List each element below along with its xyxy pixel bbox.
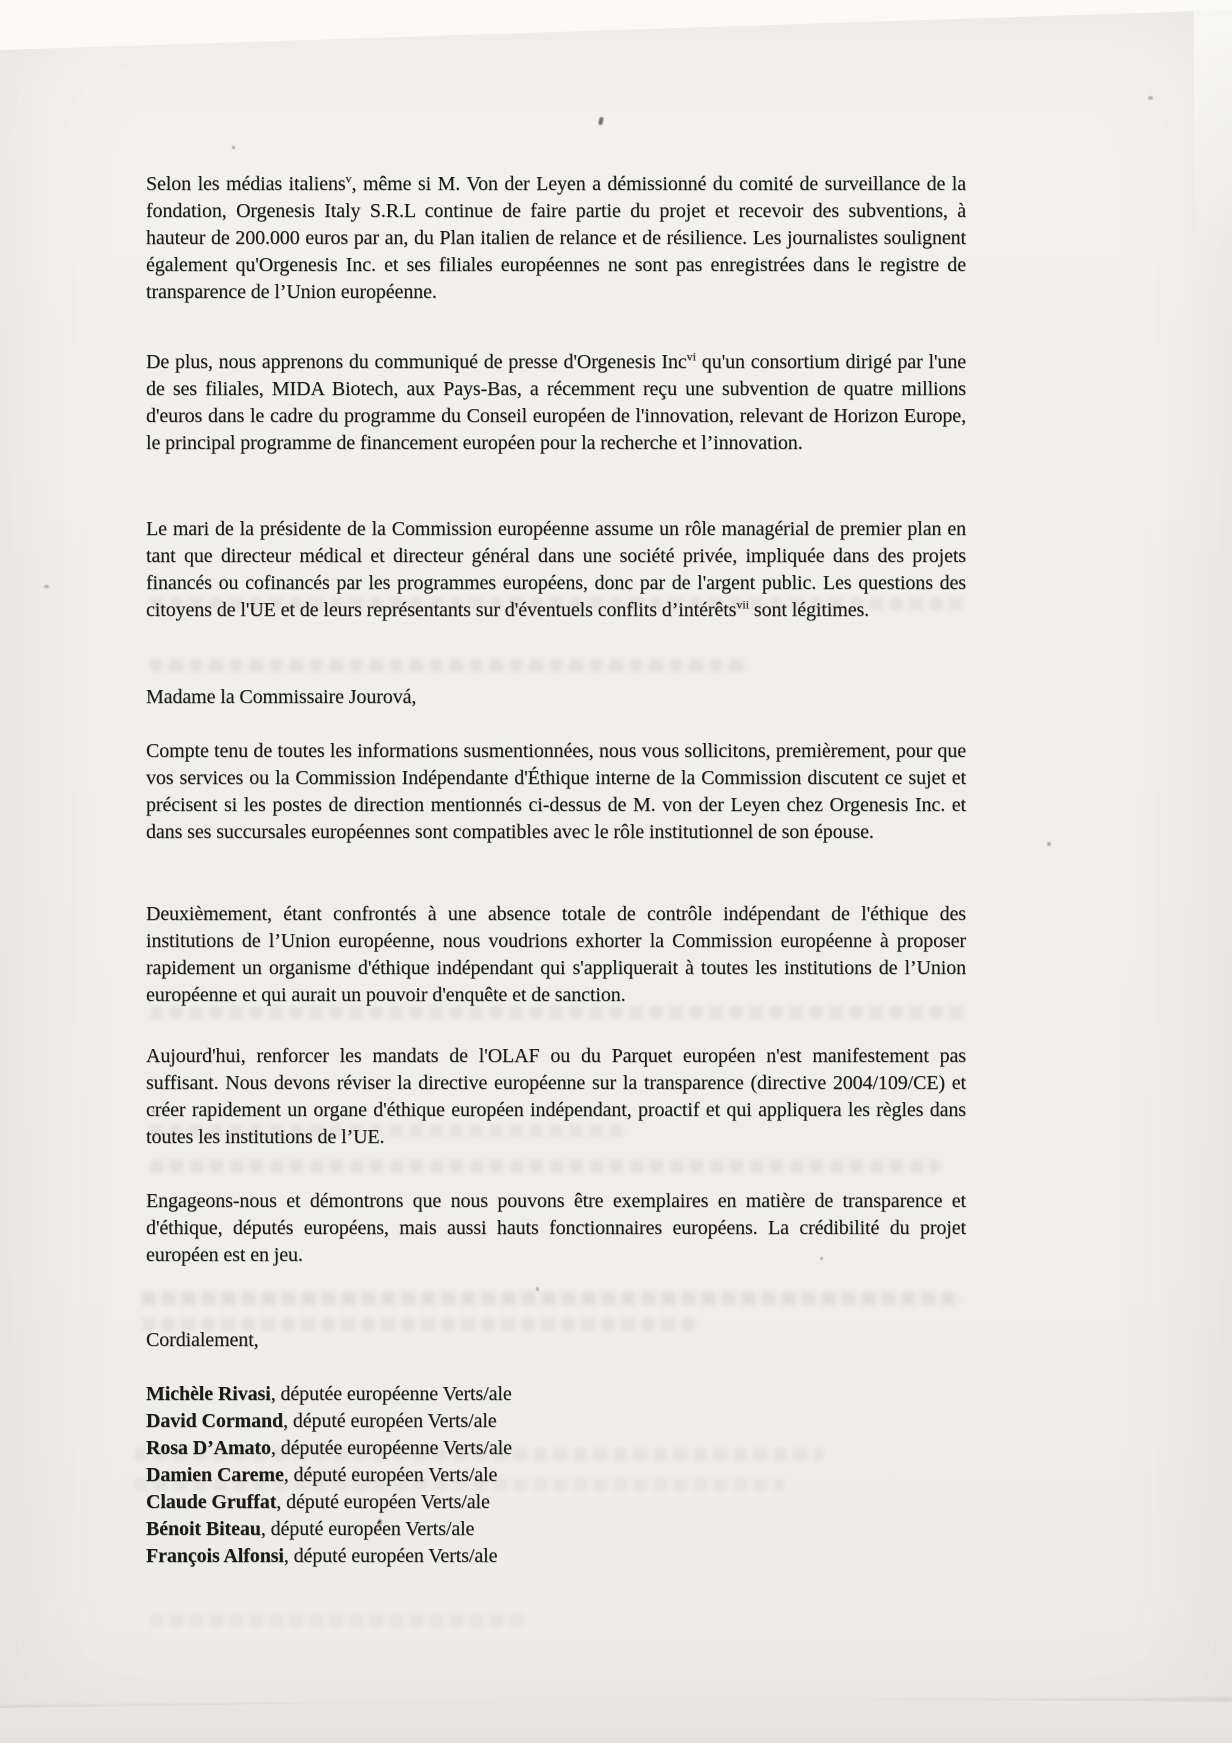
signatory: [146, 1516, 966, 1543]
letter-paragraph: [146, 1188, 966, 1269]
signatory: [146, 1381, 966, 1408]
signatory: [146, 1543, 966, 1570]
signatory-name: Claude Gruffat: [146, 1491, 277, 1513]
letter-paragraph: [146, 516, 966, 624]
signatory: [146, 1435, 966, 1462]
signatory-role: , députée européenne Verts/ale: [270, 1437, 512, 1459]
signature-list: [146, 1381, 966, 1570]
closing-formula: Cordialement,: [146, 1329, 259, 1351]
signatory-role: , député européen Verts/ale: [260, 1518, 475, 1540]
signatory: [146, 1462, 966, 1489]
paragraph-text: Le mari de la présidente de la Commission européenne assume un rôle managérial de premier plan en tant que directeur médical et directeur général dans une société privée, impliquée dans des projets financés ou cofinancés par les programmes européens, donc par de l'argent public. Les questions des citoyens de l'UE et de leurs représentants sur d'éventuels conflits d’intérêts: [146, 518, 966, 621]
footnote-reference: v: [345, 171, 352, 186]
paragraph-text: sont légitimes.: [749, 599, 870, 621]
paragraph-text: Selon les médias italiens: [146, 173, 346, 195]
signatory-role: , député européen Verts/ale: [276, 1491, 490, 1513]
signatory: [146, 1489, 966, 1516]
letter-paragraph: [146, 171, 966, 306]
letter-paragraph: [146, 349, 966, 457]
signatory-name: Michèle Rivasi: [146, 1383, 271, 1405]
paragraph-text: Deuxièmement, étant confrontés à une absence totale de contrôle indépendant de l'éthique des institutions de l’Union européenne, nous voudrions exhorter la Commission européenne à proposer rapidement un organisme d'éthique indépendant qui s'appliquerait à toutes les institutions de l’Union européenne et qui aurait un pouvoir d'enquête et de sanction.: [146, 903, 966, 1006]
signatory-name: Damien Careme: [146, 1464, 284, 1486]
signatory-role: , députée européenne Verts/ale: [270, 1383, 512, 1405]
signatory: [146, 1408, 966, 1435]
signatory-role: , député européen Verts/ale: [283, 1410, 497, 1432]
letter-paragraph: [146, 901, 966, 1009]
paragraph-text: , même si M. Von der Leyen a démissionné du comité de surveillance de la fondation, Orgenesis Italy S.R.L continue de faire partie du projet et recevoir des subventions, à hauteur de 200.000 euros par an, du Plan italien de relance et de résilience. Les journalistes soulignent également qu'Orgenesis Inc. et ses filiales européennes ne sont pas enregistrées dans le registre de transparence de l’Union européenne.: [146, 173, 966, 303]
footnote-reference: vii: [736, 597, 750, 612]
paragraph-text: De plus, nous apprenons du communiqué de presse d'Orgenesis Inc: [146, 351, 687, 373]
letter-paragraph: [146, 1043, 966, 1151]
signatory-role: , député européen Verts/ale: [283, 1545, 498, 1567]
paragraph-text: Compte tenu de toutes les informations susmentionnées, nous vous sollicitons, premièrement, pour que vos services ou la Commission Indépendante d'Éthique interne de la Commission discutent ce sujet et précisent si les postes de direction mentionnés ci-dessus de M. von der Leyen chez Orgenesis Inc. et dans ses succursales européennes sont compatibles avec le rôle institutionnel de son épouse.: [146, 740, 966, 843]
letter-paragraph: [146, 738, 966, 846]
signatory-name: Rosa D’Amato: [146, 1437, 271, 1459]
paragraph-text: Aujourd'hui, renforcer les mandats de l'OLAF ou du Parquet européen n'est manifestement pas suffisant. Nous devons réviser la directive européenne sur la transparence (directive 2004/109/CE) et créer rapidement un organe d'éthique européen indépendant, proactif et qui appliquera les règles dans toutes les institutions de l’UE.: [146, 1045, 966, 1148]
signatory-role: , député européen Verts/ale: [283, 1464, 498, 1486]
signatory-name: David Cormand: [146, 1410, 284, 1432]
paragraph-text: Engageons-nous et démontrons que nous pouvons être exemplaires en matière de transparence et d'éthique, députés européens, mais aussi hauts fonctionnaires européens. La crédibilité du projet européen est en jeu.: [146, 1190, 966, 1266]
signatory-name: Bénoit Biteau: [146, 1518, 261, 1540]
salutation: Madame la Commissaire Jourová,: [146, 686, 417, 708]
paragraph-text: qu'un consortium dirigé par l'une de ses filiales, MIDA Biotech, aux Pays-Bas, a récemment reçu une subvention de quatre millions d'euros dans le cadre du programme du Conseil européen de l'innovation, relevant de Horizon Europe, le principal programme de financement européen pour la recherche et l’innovation.: [146, 351, 966, 454]
signatory-name: François Alfonsi: [146, 1545, 284, 1567]
footnote-reference: vi: [686, 349, 696, 364]
